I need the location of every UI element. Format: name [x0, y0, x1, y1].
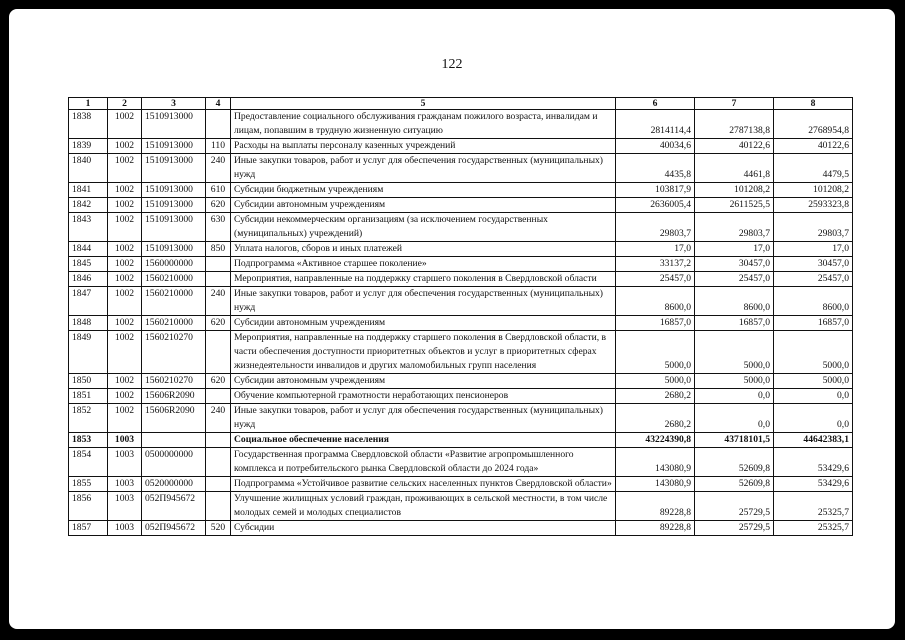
table-cell: 1002 — [108, 257, 142, 272]
table-cell: 8600,0 — [695, 287, 774, 316]
table-cell: Предоставление социального обслуживания гражданам пожилого возраста, инвалидам и лицам, попавшим в трудную жизненную ситуацию — [231, 110, 616, 139]
table-cell: 2636005,4 — [616, 198, 695, 213]
table-cell: 16857,0 — [774, 316, 853, 331]
table-cell: 2611525,5 — [695, 198, 774, 213]
table-cell: 1846 — [69, 272, 108, 287]
table-row — [69, 374, 853, 389]
table-cell: 5000,0 — [774, 374, 853, 389]
table-cell: 143080,9 — [616, 477, 695, 492]
table-cell: Субсидии бюджетным учреждениям — [231, 183, 616, 198]
budget-table — [68, 97, 853, 536]
document-page — [9, 9, 895, 629]
table-cell: 29803,7 — [695, 213, 774, 242]
table-cell: Уплата налогов, сборов и иных платежей — [231, 242, 616, 257]
table-cell: 1845 — [69, 257, 108, 272]
table-cell: 1002 — [108, 404, 142, 433]
table-cell: 1848 — [69, 316, 108, 331]
header-row — [69, 98, 853, 110]
col-header: 5 — [231, 98, 616, 110]
table-cell: 2787138,8 — [695, 110, 774, 139]
table-cell: 40122,6 — [695, 139, 774, 154]
table-cell: 0,0 — [774, 389, 853, 404]
table-cell: 5000,0 — [774, 331, 853, 374]
table-cell: 0520000000 — [142, 477, 206, 492]
table-cell: Подпрограмма «Активное старшее поколение» — [231, 257, 616, 272]
table-cell: 44642383,1 — [774, 433, 853, 448]
table-cell: 43224390,8 — [616, 433, 695, 448]
table-row — [69, 139, 853, 154]
table-cell: 0,0 — [695, 389, 774, 404]
table-cell: 30457,0 — [774, 257, 853, 272]
table-row — [69, 404, 853, 433]
table-cell: Иные закупки товаров, работ и услуг для обеспечения государственных (муниципальных) нужд — [231, 287, 616, 316]
table-cell: 101208,2 — [774, 183, 853, 198]
table-cell: Иные закупки товаров, работ и услуг для обеспечения государственных (муниципальных) нужд — [231, 154, 616, 183]
table-cell: 8600,0 — [616, 287, 695, 316]
table-cell: 29803,7 — [616, 213, 695, 242]
table-cell — [206, 448, 231, 477]
table-cell: 1560210000 — [142, 316, 206, 331]
table-cell: 610 — [206, 183, 231, 198]
table-cell: 30457,0 — [695, 257, 774, 272]
table-cell: 16857,0 — [616, 316, 695, 331]
page-number: 122 — [441, 57, 463, 72]
table-cell: Субсидии автономным учреждениям — [231, 374, 616, 389]
table-cell: 25457,0 — [616, 272, 695, 287]
table-row — [69, 477, 853, 492]
table-row — [69, 316, 853, 331]
table-cell: 2814114,4 — [616, 110, 695, 139]
table-cell: 110 — [206, 139, 231, 154]
table-cell: 52609,8 — [695, 477, 774, 492]
col-header: 1 — [69, 98, 108, 110]
table-cell: 1856 — [69, 492, 108, 521]
table-cell: 0500000000 — [142, 448, 206, 477]
table-cell: 630 — [206, 213, 231, 242]
table-cell: 2680,2 — [616, 404, 695, 433]
table-cell: 25457,0 — [695, 272, 774, 287]
table-cell: 1003 — [108, 477, 142, 492]
table-cell: 1838 — [69, 110, 108, 139]
table-cell — [206, 477, 231, 492]
table-cell: 1839 — [69, 139, 108, 154]
table-cell: 1002 — [108, 316, 142, 331]
table-cell: Улучшение жилищных условий граждан, проживающих в сельской местности, в том числе молодых семей и молодых специалистов — [231, 492, 616, 521]
table-cell — [142, 433, 206, 448]
table-cell: 1002 — [108, 272, 142, 287]
table-cell: 1510913000 — [142, 242, 206, 257]
table-row — [69, 433, 853, 448]
table-cell: 1840 — [69, 154, 108, 183]
table-cell: 240 — [206, 154, 231, 183]
table-cell: 1842 — [69, 198, 108, 213]
table-cell: 0,0 — [774, 404, 853, 433]
table-row — [69, 492, 853, 521]
table-cell: 103817,9 — [616, 183, 695, 198]
table-cell: 1853 — [69, 433, 108, 448]
table-cell: Субсидии — [231, 521, 616, 536]
table-cell: 29803,7 — [774, 213, 853, 242]
table-cell: 17,0 — [774, 242, 853, 257]
table-cell: 5000,0 — [695, 374, 774, 389]
table-row — [69, 287, 853, 316]
table-cell: Социальное обеспечение населения — [231, 433, 616, 448]
table-cell: 89228,8 — [616, 492, 695, 521]
table-cell: 17,0 — [616, 242, 695, 257]
table-cell: 1002 — [108, 198, 142, 213]
table-cell — [206, 492, 231, 521]
table-cell: Обучение компьютерной грамотности неработающих пенсионеров — [231, 389, 616, 404]
table-cell: 4435,8 — [616, 154, 695, 183]
table-cell: 1002 — [108, 331, 142, 374]
table-cell: 052П945672 — [142, 492, 206, 521]
table-cell: 1002 — [108, 242, 142, 257]
table-cell — [206, 257, 231, 272]
col-header: 8 — [774, 98, 853, 110]
table-cell: 1849 — [69, 331, 108, 374]
table-cell: 1003 — [108, 433, 142, 448]
table-cell: 1854 — [69, 448, 108, 477]
table-cell: 25729,5 — [695, 521, 774, 536]
table-row — [69, 183, 853, 198]
table-cell: Субсидии автономным учреждениям — [231, 198, 616, 213]
table-cell: 8600,0 — [774, 287, 853, 316]
table-cell: 620 — [206, 374, 231, 389]
table-cell: 1510913000 — [142, 154, 206, 183]
table-cell: 1002 — [108, 139, 142, 154]
table-cell: 5000,0 — [695, 331, 774, 374]
table-cell: 850 — [206, 242, 231, 257]
table-cell: 240 — [206, 404, 231, 433]
table-cell: 143080,9 — [616, 448, 695, 477]
table-cell: 1002 — [108, 110, 142, 139]
table-cell: 1002 — [108, 154, 142, 183]
table-cell: 1560210000 — [142, 287, 206, 316]
table-cell: 1851 — [69, 389, 108, 404]
table-cell: 1510913000 — [142, 198, 206, 213]
table-cell: 4479,5 — [774, 154, 853, 183]
table-cell: 1002 — [108, 183, 142, 198]
table-cell: Субсидии некоммерческим организациям (за исключением государственных (муниципальных) учреждений) — [231, 213, 616, 242]
table-cell: 1841 — [69, 183, 108, 198]
table-row — [69, 213, 853, 242]
table-cell — [206, 110, 231, 139]
col-header: 6 — [616, 98, 695, 110]
table-cell: 25325,7 — [774, 521, 853, 536]
table-cell: 53429,6 — [774, 477, 853, 492]
table-cell — [206, 331, 231, 374]
table-cell: 2768954,8 — [774, 110, 853, 139]
table-cell: 1510913000 — [142, 139, 206, 154]
table-row — [69, 242, 853, 257]
col-header: 3 — [142, 98, 206, 110]
table-cell — [206, 272, 231, 287]
table-cell: 1560000000 — [142, 257, 206, 272]
table-row — [69, 272, 853, 287]
table-cell: 1003 — [108, 521, 142, 536]
table-row — [69, 257, 853, 272]
table-cell: 1844 — [69, 242, 108, 257]
col-header: 2 — [108, 98, 142, 110]
table-cell: 1510913000 — [142, 183, 206, 198]
table-cell: 25457,0 — [774, 272, 853, 287]
table-cell: 5000,0 — [616, 374, 695, 389]
table-cell: 1560210270 — [142, 374, 206, 389]
table-cell: 43718101,5 — [695, 433, 774, 448]
table-cell: 1560210270 — [142, 331, 206, 374]
table-cell — [206, 389, 231, 404]
table-cell: 5000,0 — [616, 331, 695, 374]
table-cell: 1852 — [69, 404, 108, 433]
table-cell: 1560210000 — [142, 272, 206, 287]
table-cell: 1847 — [69, 287, 108, 316]
table-cell: 33137,2 — [616, 257, 695, 272]
table-row — [69, 521, 853, 536]
table-cell: Субсидии автономным учреждениям — [231, 316, 616, 331]
table-cell: 89228,8 — [616, 521, 695, 536]
table-cell: 620 — [206, 316, 231, 331]
table-cell: 15606R2090 — [142, 389, 206, 404]
table-cell: 25325,7 — [774, 492, 853, 521]
table-cell: 1510913000 — [142, 110, 206, 139]
table-cell: 1857 — [69, 521, 108, 536]
table-cell: 520 — [206, 521, 231, 536]
col-header: 4 — [206, 98, 231, 110]
table-cell: 1002 — [108, 287, 142, 316]
table-cell: 2680,2 — [616, 389, 695, 404]
table-cell: 0,0 — [695, 404, 774, 433]
table-row — [69, 154, 853, 183]
table-cell: 1003 — [108, 448, 142, 477]
table-cell: 1003 — [108, 492, 142, 521]
table-cell: 53429,6 — [774, 448, 853, 477]
table-row — [69, 448, 853, 477]
table-row — [69, 110, 853, 139]
table-row — [69, 198, 853, 213]
table-cell: 40034,6 — [616, 139, 695, 154]
table-cell: 1510913000 — [142, 213, 206, 242]
table-cell: Мероприятия, направленные на поддержку старшего поколения в Свердловской области — [231, 272, 616, 287]
table-cell: Иные закупки товаров, работ и услуг для обеспечения государственных (муниципальных) нужд — [231, 404, 616, 433]
table-cell: Расходы на выплаты персоналу казенных учреждений — [231, 139, 616, 154]
table-cell: 40122,6 — [774, 139, 853, 154]
table-cell: 240 — [206, 287, 231, 316]
col-header: 7 — [695, 98, 774, 110]
table-cell: 052П945672 — [142, 521, 206, 536]
table-cell: 1002 — [108, 389, 142, 404]
table-cell: 1855 — [69, 477, 108, 492]
table-cell: 16857,0 — [695, 316, 774, 331]
table-cell: 15606R2090 — [142, 404, 206, 433]
table-row — [69, 331, 853, 374]
table-cell: Мероприятия, направленные на поддержку старшего поколения в Свердловской области, в части обеспечения доступности приоритетных объектов и услуг в приоритетных сферах жизнедеятельности инвалидов и других маломобильных групп населения — [231, 331, 616, 374]
table-cell: 52609,8 — [695, 448, 774, 477]
table-cell: 101208,2 — [695, 183, 774, 198]
table-row — [69, 389, 853, 404]
table-cell: 1843 — [69, 213, 108, 242]
table-cell — [206, 433, 231, 448]
table-cell: 4461,8 — [695, 154, 774, 183]
table-cell: 1850 — [69, 374, 108, 389]
table-cell: Подпрограмма «Устойчивое развитие сельских населенных пунктов Свердловской области» — [231, 477, 616, 492]
table-cell: 17,0 — [695, 242, 774, 257]
table-cell: Государственная программа Свердловской области «Развитие агропромышленного комплекса и потребительского рынка Свердловской области до 2024 года» — [231, 448, 616, 477]
table-cell: 1002 — [108, 213, 142, 242]
table-cell: 1002 — [108, 374, 142, 389]
table-cell: 2593323,8 — [774, 198, 853, 213]
table-cell: 620 — [206, 198, 231, 213]
table-cell: 25729,5 — [695, 492, 774, 521]
